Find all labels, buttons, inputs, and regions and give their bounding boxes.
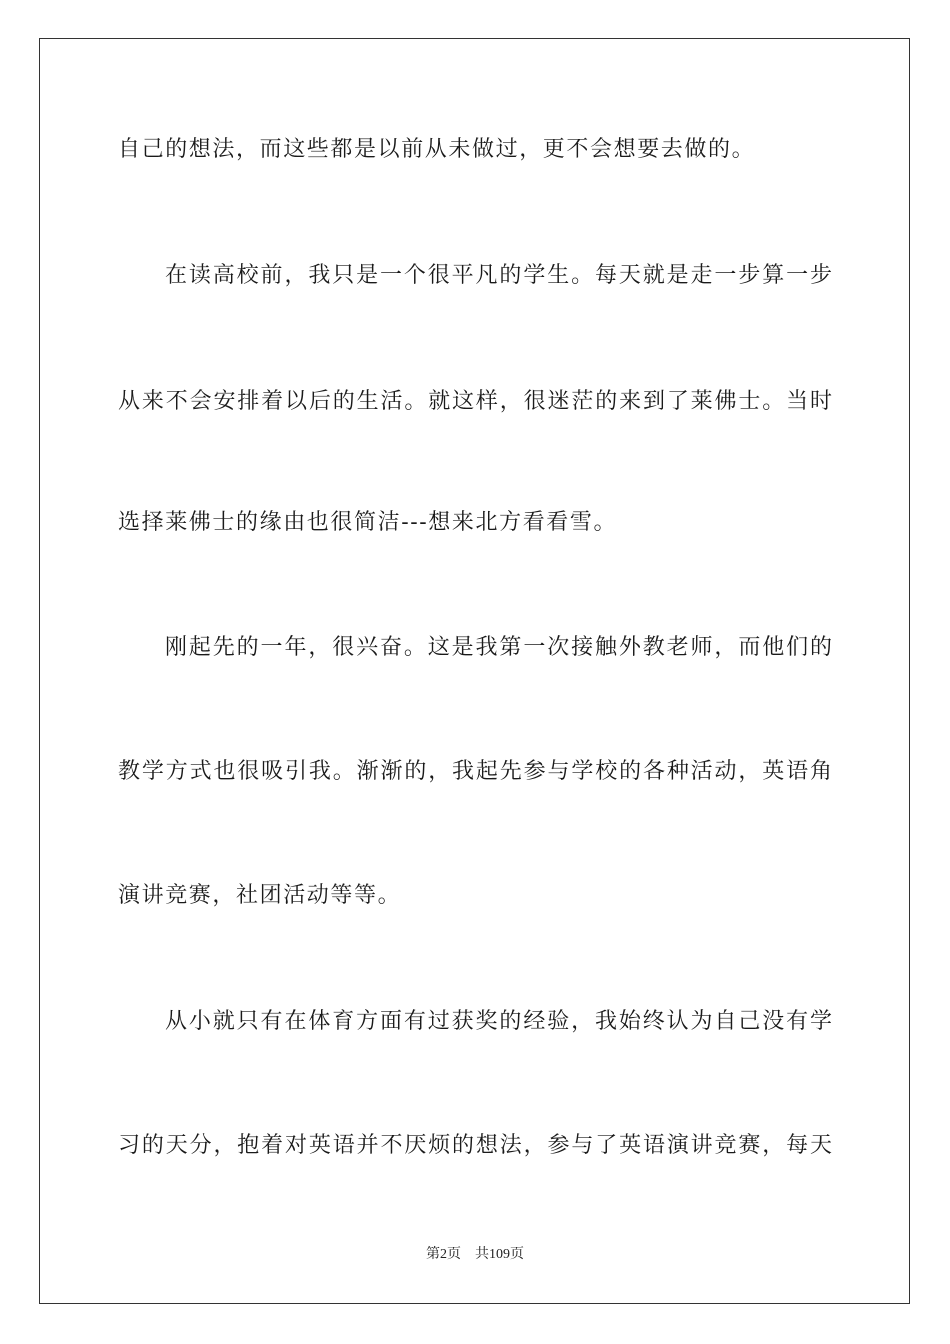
current-page-number: 第2页 (426, 1247, 461, 1262)
paragraph-line-7: 演讲竞赛，社团活动等等。 (118, 883, 402, 908)
total-pages: 共109页 (475, 1247, 524, 1262)
page-border (39, 38, 910, 1304)
paragraph-line-3: 从来不会安排着以后的生活。就这样，很迷茫的来到了莱佛士。当时 (118, 389, 832, 414)
paragraph-line-5: 刚起先的一年，很兴奋。这是我第一次接触外教老师，而他们的 (165, 635, 832, 660)
page-footer (0, 1245, 950, 1265)
paragraph-line-9: 习的天分，抱着对英语并不厌烦的想法，参与了英语演讲竞赛，每天 (118, 1133, 832, 1158)
paragraph-line-2: 在读高校前，我只是一个很平凡的学生。每天就是走一步算一步 (165, 263, 832, 288)
paragraph-line-8: 从小就只有在体育方面有过获奖的经验，我始终认为自己没有学 (165, 1009, 832, 1034)
paragraph-line-4: 选择莱佛士的缘由也很简洁---想来北方看看雪。 (118, 510, 618, 535)
paragraph-line-1: 自己的想法，而这些都是以前从未做过，更不会想要去做的。 (118, 137, 756, 162)
paragraph-line-6: 教学方式也很吸引我。渐渐的，我起先参与学校的各种活动，英语角 (118, 759, 832, 784)
